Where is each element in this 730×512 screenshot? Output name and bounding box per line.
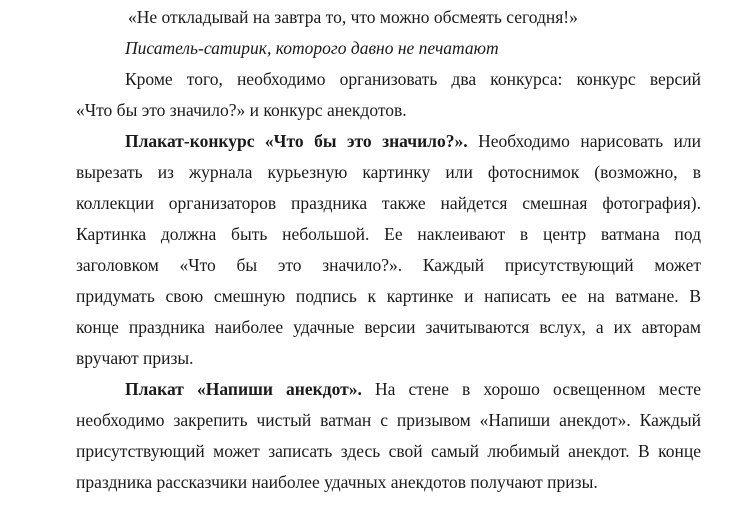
intro-line-2: «Что бы это значило?» и конкурс анекдотов. — [76, 100, 407, 120]
section1-line-7: конце праздника наиболее удачные версии зачитываются вслух, а их авторам — [76, 317, 701, 337]
section1-line-3: коллекции организаторов праздника также найдется смешная фотография). — [76, 193, 701, 213]
section2-line-1: На стене в хорошо освещенном месте — [374, 379, 701, 399]
section1-line-5: заголовком «Что бы это значило?». Каждый присутствующий может — [76, 255, 701, 275]
section1-first-line — [76, 126, 701, 157]
section1-line-8: вручают призы. — [76, 348, 194, 368]
section2-first-line — [76, 374, 701, 405]
section1-line-4: Картинка должна быть небольшой. Ее наклеивают в центр ватмана под — [76, 224, 701, 244]
epigraph-quote: «Не откладывай на завтра то, что можно обсмеять сегодня!» — [128, 7, 578, 27]
section1-line-1: Необходимо нарисовать или — [478, 131, 701, 151]
section1-line-2: вырезать из журнала курьезную картинку или фотоснимок (возможно, в — [76, 162, 701, 182]
section2-line-3: присутствующий может записать здесь свой самый любимый анекдот. В конце — [76, 441, 701, 461]
section1-line-6: придумать свою смешную подпись к картинке и написать ее на ватмане. В — [76, 286, 701, 306]
section2-line-2: необходимо закрепить чистый ватман с призывом «Напиши анекдот». Каждый — [76, 410, 701, 430]
section1-heading: Плакат-конкурс «Что бы это значило?». — [125, 131, 468, 151]
document-page — [76, 2, 701, 498]
epigraph-author: Писатель-сатирик, которого давно не печатают — [125, 38, 499, 58]
intro-line-1: Кроме того, необходимо организовать два конкурса: конкурс версий — [125, 69, 701, 89]
section2-heading: Плакат «Напиши анекдот». — [125, 379, 362, 399]
section2-line-4: праздника рассказчики наиболее удачных анекдотов получают призы. — [76, 472, 598, 492]
